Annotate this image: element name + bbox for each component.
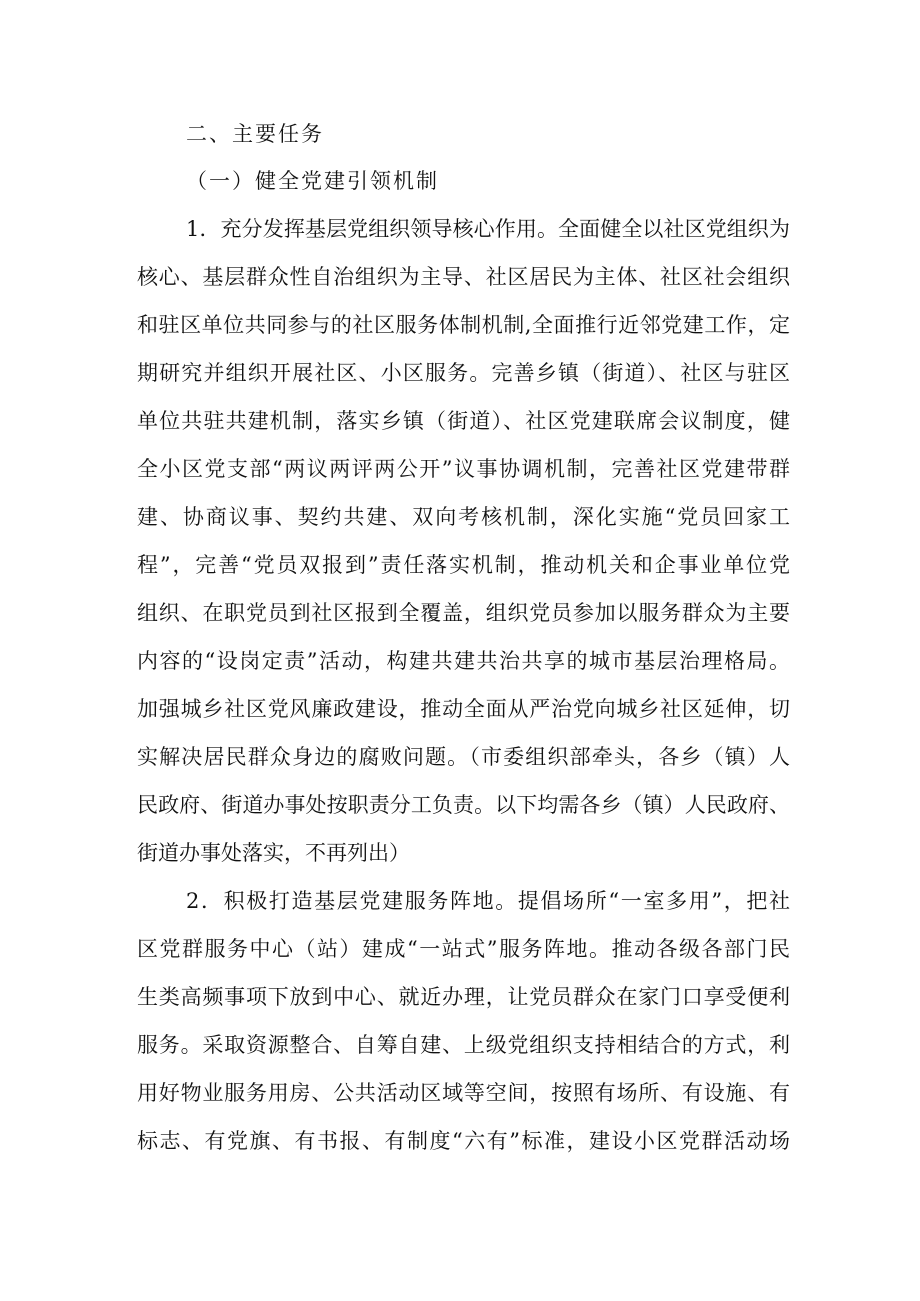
paragraph-line: 生类高频事项下放到中心、就近办理，让党员群众在家门口享受便利	[137, 985, 790, 1009]
paragraph-line: 加强城乡社区党风廉政建设，推动全面从严治党向城乡社区延伸，切	[137, 697, 790, 721]
subsection-title: （一）健全党建引领机制	[186, 169, 439, 193]
paragraph-line: 标志、有党旗、有书报、有制度“六有”标准，建设小区党群活动场	[137, 1129, 790, 1153]
paragraph-line: 用好物业服务用房、公共活动区域等空间，按照有场所、有设施、有	[137, 1081, 790, 1105]
paragraph-line: 2．积极打造基层党建服务阵地。提倡场所“一室多用”，把社	[186, 889, 790, 913]
paragraph-line: 核心、基层群众性自治组织为主导、社区居民为主体、社区社会组织	[137, 265, 790, 289]
paragraph-line: 区党群服务中心（站）建成“一站式”服务阵地。推动各级各部门民	[137, 937, 790, 961]
paragraph-line: 单位共驻共建机制，落实乡镇（街道）、社区党建联席会议制度，健	[137, 409, 790, 433]
paragraph-line: 和驻区单位共同参与的社区服务体制机制,全面推行近邻党建工作，定	[137, 313, 790, 337]
paragraph-line: 街道办事处落实，不再列出）	[137, 841, 410, 865]
paragraph-line: 内容的“设岗定责”活动，构建共建共治共享的城市基层治理格局。	[137, 649, 790, 673]
paragraph-line: 期研究并组织开展社区、小区服务。完善乡镇（街道）、社区与驻区	[137, 361, 790, 385]
paragraph-line: 组织、在职党员到社区报到全覆盖，组织党员参加以服务群众为主要	[137, 601, 790, 625]
paragraph-line: 建、协商议事、契约共建、双向考核机制，深化实施“党员回家工	[137, 505, 790, 529]
section-title: 二、主要任务	[186, 122, 324, 146]
paragraph-line: 服务。采取资源整合、自筹自建、上级党组织支持相结合的方式，利	[137, 1033, 790, 1057]
paragraph-line: 民政府、街道办事处按职责分工负责。以下均需各乡（镇）人民政府、	[137, 793, 790, 817]
paragraph-line: 实解决居民群众身边的腐败问题。（市委组织部牵头，各乡（镇）人	[137, 745, 790, 769]
paragraph-line: 程”，完善“党员双报到”责任落实机制，推动机关和企事业单位党	[137, 553, 790, 577]
paragraph-line: 1．充分发挥基层党组织领导核心作用。全面健全以社区党组织为	[186, 217, 790, 241]
paragraph-line: 全小区党支部“两议两评两公开”议事协调机制，完善社区党建带群	[137, 457, 790, 481]
